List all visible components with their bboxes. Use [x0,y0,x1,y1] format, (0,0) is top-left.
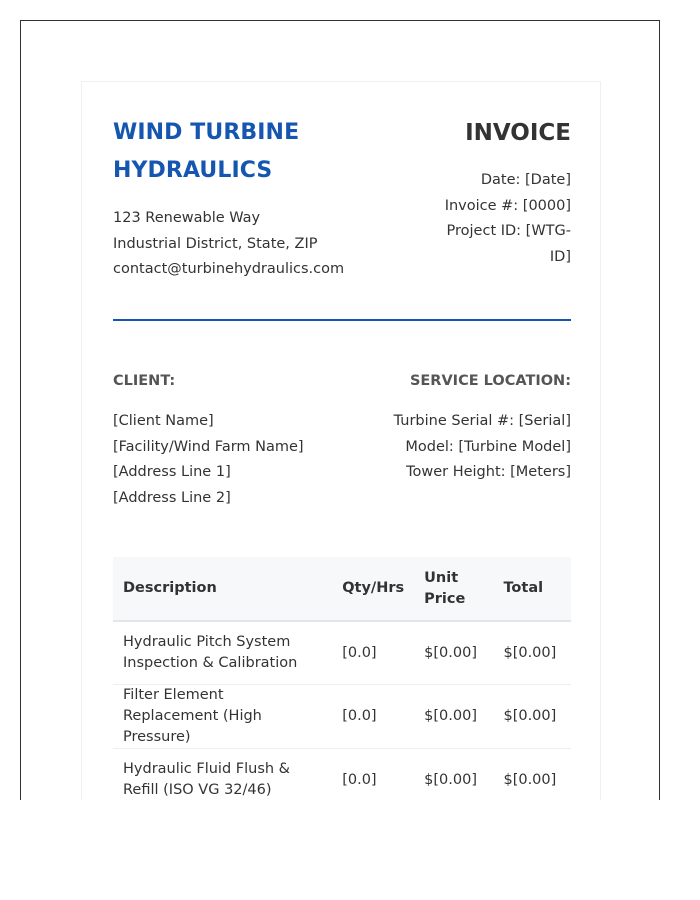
table-row [113,621,571,685]
row-total: $[0.00] [493,749,571,801]
line-items-table [113,557,571,800]
tower-height: Tower Height: [Meters] [406,464,571,481]
company-name: WIND TURBINE HYDRAULICS [113,120,300,183]
invoice-date: Date: [Date] [480,172,571,188]
invoice-number: Invoice #: [0000] [444,197,571,214]
client-address-line-1: [Address Line 1] [113,464,231,481]
service-location-details [394,409,571,486]
header-divider [113,319,571,321]
invoice-card [81,81,601,800]
header-qty: Qty/Hrs [332,557,414,621]
row-qty: [0.0] [332,621,414,685]
row-qty: [0.0] [332,749,414,801]
header-total: Total [493,557,571,621]
header-unit-price: Unit Price [414,557,493,621]
company-email: contact@turbinehydraulics.com [113,261,345,277]
service-location-label: SERVICE LOCATION: [409,373,571,389]
row-total: $[0.00] [493,621,571,685]
table-row [113,685,571,749]
row-total: $[0.00] [493,685,571,749]
page-frame [20,20,660,800]
row-description: Filter Element Replacement (High Pressure) [113,685,332,749]
row-unit-price: $[0.00] [414,621,493,685]
client-label: CLIENT: [113,373,176,389]
turbine-serial: Turbine Serial #: [Serial] [393,413,571,429]
company-address [113,206,393,283]
invoice-project-id: Project ID: [WTG-ID] [446,223,571,265]
invoice-meta [431,168,571,270]
invoice-title: INVOICE [465,120,571,146]
table-header-row [113,557,571,621]
row-unit-price: $[0.00] [414,749,493,801]
client-facility: [Facility/Wind Farm Name] [113,438,304,455]
company-address-line: Industrial District, State, ZIP [113,235,318,252]
row-unit-price: $[0.00] [414,685,493,749]
turbine-model: Model: [Turbine Model] [405,438,571,455]
row-qty: [0.0] [332,685,414,749]
client-name: [Client Name] [113,413,214,429]
header-description: Description [113,557,332,621]
client-address-line-2: [Address Line 2] [113,490,231,507]
table-row [113,749,571,801]
company-address-line: 123 Renewable Way [113,210,261,226]
row-description: Hydraulic Fluid Flush & Refill (ISO VG 32/46) [113,749,332,801]
row-description: Hydraulic Pitch System Inspection & Calibration [113,621,332,685]
client-details [113,409,304,512]
